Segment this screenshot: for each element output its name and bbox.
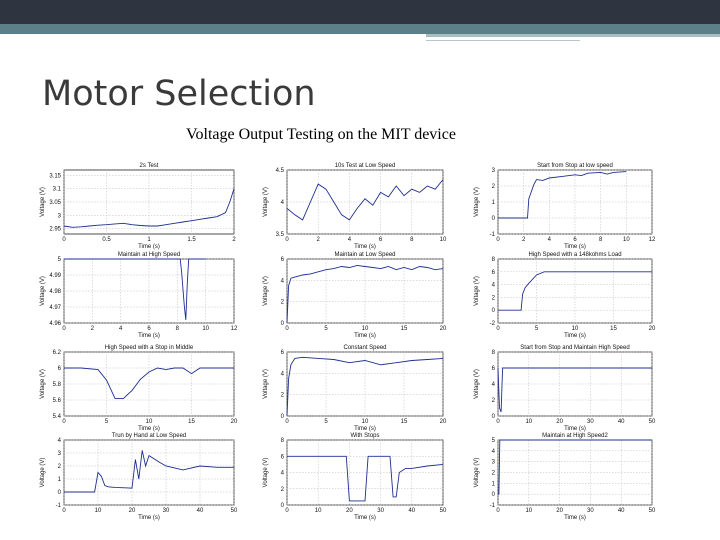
panel-12-x-tick-label: 50: [648, 508, 656, 514]
panel-12-y-tick-label: 3: [491, 459, 495, 466]
panel-6-xlabel: Time (s): [564, 333, 586, 339]
panel-8-x-tick-label: 20: [439, 419, 447, 425]
panel-5-x-tick-label: 15: [400, 326, 408, 332]
panel-4-y-tick-label: 4.97: [49, 305, 61, 311]
panel-8-y-tick-label: 0: [280, 414, 284, 420]
panel-3-y-tick-label: -1: [489, 232, 495, 238]
panel-10-y-tick-label: 4: [57, 438, 61, 444]
panel-12-ylabel: Voltage (V): [474, 457, 480, 488]
panel-9-x-tick-label: 20: [556, 419, 563, 425]
panel-4-ylabel: Voltage (V): [40, 276, 46, 306]
panel-12-y-tick-label: 2: [491, 470, 495, 477]
panel-7-x-tick-label: 15: [188, 419, 195, 425]
panel-10-x-tick-label: 30: [162, 508, 170, 514]
panel-8-x-tick-label: 5: [324, 419, 328, 425]
panel-10-x-tick-label: 0: [62, 508, 66, 514]
panel-10-axes-box: [64, 440, 234, 505]
panel-2-x-tick-label: 10: [439, 237, 447, 243]
panel-1-x-tick-label: 1: [147, 237, 151, 243]
panel-5-y-tick-label: 6: [280, 257, 284, 263]
slide-title: Motor Selection: [42, 74, 316, 114]
panel-1-x-tick-label: 2: [232, 237, 236, 243]
panel-1-y-tick-label: 3.1: [52, 186, 61, 193]
panel-3-x-tick-label: 6: [573, 237, 577, 243]
panel-10-x-tick-label: 50: [230, 508, 238, 514]
panel-10-y-tick-label: 1: [57, 477, 61, 483]
panel-2-title: 10s Test at Low Speed: [334, 163, 396, 169]
panel-11-ylabel: Voltage (V): [263, 457, 269, 488]
panel-7-xlabel: Time (s): [138, 426, 160, 432]
panel-4-y-tick-label: 4.96: [49, 321, 61, 327]
panel-5-xlabel: Time (s): [354, 333, 376, 339]
panel-3-x-tick-label: 12: [648, 237, 656, 243]
panel-4-x-tick-label: 2: [90, 326, 95, 332]
panel-4-x-tick-label: 12: [230, 326, 238, 332]
panel-2-y-tick-label: 4: [280, 200, 284, 206]
panel-12-x-tick-label: 10: [525, 508, 533, 514]
panel-12-axes-box: [498, 440, 652, 505]
panel-6-y-tick-label: -2: [489, 321, 495, 327]
panel-7-title: High Speed with a Stop in Middle: [104, 345, 194, 351]
panel-6-title: High Speed with a 148kohms Load: [528, 252, 622, 258]
panel-9-axes-box: [498, 352, 652, 416]
panel-9-x-tick-label: 50: [648, 419, 656, 425]
panel-6-y-tick-label: 6: [491, 269, 495, 276]
panel-3-y-tick-label: 3: [491, 168, 495, 174]
panel-9-ylabel: Voltage (V): [474, 369, 480, 399]
panel-6-x-tick-label: 10: [571, 326, 579, 332]
panel-10-y-tick-label: -1: [55, 503, 61, 509]
panel-5-ylabel: Voltage (V): [263, 276, 269, 306]
panel-8-y-tick-label: 6: [280, 350, 284, 356]
panel-5-x-tick-label: 20: [439, 326, 447, 332]
panel-1-y-tick-label: 3.15: [49, 173, 61, 180]
panel-10-xlabel: Time (s): [138, 515, 160, 521]
panel-9-xlabel: Time (s): [564, 426, 586, 432]
panel-4-xlabel: Time (s): [138, 333, 160, 339]
panel-4-y-tick-label: 4.99: [49, 273, 61, 279]
panel-4-x-tick-label: 8: [175, 326, 180, 332]
panel-7-y-tick-label: 5.4: [52, 414, 61, 420]
panel-8-y-tick-label: 2: [280, 392, 284, 399]
panel-12-y-tick-label: 1: [491, 481, 495, 488]
panel-1-y-tick-label: 2.95: [49, 226, 61, 233]
panel-11-xlabel: Time (s): [354, 515, 376, 521]
panel-9-x-tick-label: 40: [617, 419, 625, 425]
panel-3-ylabel: Voltage (V): [474, 187, 480, 217]
panel-11-x-tick-label: 0: [285, 508, 289, 514]
panel-6-y-tick-label: 8: [491, 257, 495, 263]
panel-5-x-tick-label: 5: [324, 326, 328, 332]
panel-1-y-tick-label: 3.05: [49, 200, 61, 206]
panel-4-y-tick-label: 4.98: [49, 289, 61, 295]
panel-2-y-tick-label: 4.5: [275, 168, 284, 174]
panel-9-y-tick-label: 0: [491, 414, 495, 420]
panel-3-x-tick-label: 2: [521, 237, 526, 243]
panel-11-y-tick-label: 6: [280, 454, 284, 461]
panel-10-y-tick-label: 3: [57, 451, 61, 457]
panel-3-x-tick-label: 10: [622, 237, 630, 243]
panel-7-x-tick-label: 20: [230, 419, 238, 425]
panel-5-x-tick-label: 0: [285, 326, 289, 332]
panel-10-title: Trun by Hand at Low Speed: [111, 433, 187, 439]
panel-6-ylabel: Voltage (V): [474, 276, 480, 306]
panel-11-x-tick-label: 50: [439, 508, 447, 514]
panel-12-x-tick-label: 0: [496, 508, 500, 514]
panel-7-y-tick-label: 5.8: [52, 382, 61, 388]
panel-1-x-tick-label: 0.5: [102, 237, 111, 243]
panel-4-title: Maintain at High Speed: [117, 252, 181, 258]
panel-4-x-tick-label: 6: [147, 326, 151, 332]
panel-4-x-tick-label: 10: [202, 326, 210, 332]
panel-11-y-tick-label: 8: [280, 438, 284, 444]
panel-12-xlabel: Time (s): [564, 515, 586, 521]
panel-8-x-tick-label: 0: [285, 419, 289, 425]
panel-6-x-tick-label: 5: [534, 326, 539, 332]
panel-1-title: 2s Test: [139, 163, 159, 169]
panel-3-y-tick-label: 0: [491, 216, 495, 222]
panel-7-y-tick-label: 6.2: [52, 350, 61, 356]
panel-12-y-tick-label: 5: [491, 438, 495, 444]
panel-10-y-tick-label: 0: [57, 490, 61, 496]
panel-1-x-tick-label: 0: [62, 237, 66, 243]
panel-11-y-tick-label: 0: [280, 503, 284, 509]
panel-11-y-tick-label: 4: [280, 470, 284, 477]
panel-2-x-tick-label: 0: [285, 237, 289, 243]
panel-1-y-tick-label: 3: [57, 213, 61, 220]
panel-6-y-tick-label: 4: [491, 282, 495, 289]
panel-9-x-tick-label: 0: [496, 419, 500, 425]
panel-5-y-tick-label: 0: [280, 321, 284, 327]
panel-11-x-tick-label: 20: [346, 508, 353, 514]
panel-8-title: Constant Speed: [343, 345, 387, 351]
panel-12-y-tick-label: 4: [491, 448, 495, 455]
panel-3-y-tick-label: 1: [491, 200, 495, 206]
panel-12-y-tick-label: 0: [491, 492, 495, 499]
panel-11-x-tick-label: 40: [408, 508, 416, 514]
panel-9-y-tick-label: 6: [491, 366, 495, 372]
panel-3-xlabel: Time (s): [564, 244, 586, 250]
panel-3-y-tick-label: 2: [491, 184, 495, 190]
panel-12-y-tick-label: -1: [489, 503, 495, 509]
panel-4-x-tick-label: 4: [118, 326, 123, 332]
panel-12-title: Maintain at High Speed2: [542, 433, 608, 439]
panel-6-y-tick-label: 2: [491, 295, 495, 302]
panel-3-x-tick-label: 4: [547, 237, 552, 243]
panel-10-x-tick-label: 20: [128, 508, 136, 514]
panel-9-x-tick-label: 30: [587, 419, 594, 425]
panel-9-y-tick-label: 8: [491, 350, 495, 356]
panel-7-ylabel: Voltage (V): [40, 369, 46, 399]
panel-9-y-tick-label: 2: [491, 398, 495, 404]
panel-3-x-tick-label: 0: [496, 237, 500, 243]
panel-11-y-tick-label: 2: [280, 486, 284, 493]
panel-7-x-tick-label: 0: [62, 419, 66, 425]
panel-2-y-tick-label: 3.5: [275, 232, 284, 238]
panel-9-title: Start from Stop and Maintain High Speed: [520, 345, 630, 351]
panel-1-xlabel: Time (s): [138, 244, 160, 250]
panel-10-y-tick-label: 2: [57, 464, 61, 470]
panel-8-xlabel: Time (s): [354, 426, 376, 432]
panel-10-x-tick-label: 10: [94, 508, 102, 514]
panel-5-y-tick-label: 2: [280, 299, 284, 306]
panel-9-x-tick-label: 10: [525, 419, 533, 425]
panel-2-ylabel: Voltage (V): [263, 187, 269, 217]
panel-2-x-tick-label: 6: [378, 237, 383, 243]
panel-12-x-tick-label: 40: [617, 508, 625, 514]
panel-6-x-tick-label: 20: [648, 326, 656, 332]
slide-subtitle: Voltage Output Testing on the MIT device: [186, 126, 456, 143]
panel-3-title: Start from Stop at low speed: [537, 163, 613, 169]
panel-6-x-tick-label: 0: [496, 326, 500, 332]
panel-5-title: Maintain at Low Speed: [334, 252, 396, 258]
panel-1-ylabel: Voltage (V): [40, 187, 46, 217]
panel-10-x-tick-label: 40: [196, 508, 204, 514]
panel-11-x-tick-label: 10: [314, 508, 322, 514]
panel-9-y-tick-label: 4: [491, 382, 495, 388]
panel-10-ylabel: Voltage (V): [40, 457, 46, 488]
panel-8-ylabel: Voltage (V): [263, 369, 269, 399]
panel-2-x-tick-label: 4: [347, 237, 352, 243]
panel-8-y-tick-label: 4: [280, 371, 284, 378]
panel-11-x-tick-label: 30: [377, 508, 384, 514]
panel-6-y-tick-label: 0: [491, 308, 495, 315]
panel-7-y-tick-label: 6: [57, 366, 61, 372]
panel-5-x-tick-label: 10: [361, 326, 369, 332]
panel-12-x-tick-label: 30: [587, 508, 594, 514]
panel-2-x-tick-label: 2: [316, 237, 320, 243]
panel-8-x-tick-label: 15: [400, 419, 408, 425]
panel-1-x-tick-label: 1.5: [187, 237, 196, 243]
panel-6-x-tick-label: 15: [610, 326, 617, 332]
panel-2-x-tick-label: 8: [410, 237, 414, 243]
panel-7-y-tick-label: 5.6: [52, 398, 61, 404]
panel-2-xlabel: Time (s): [354, 244, 376, 250]
panel-12-x-tick-label: 20: [556, 508, 563, 514]
panel-11-title: With Stops: [350, 433, 380, 439]
panel-4-y-tick-label: 5: [57, 257, 61, 263]
panel-7-x-tick-label: 5: [104, 419, 109, 425]
panel-8-x-tick-label: 10: [361, 419, 369, 425]
panel-7-x-tick-label: 10: [145, 419, 153, 425]
panel-3-x-tick-label: 8: [598, 237, 603, 243]
panel-4-x-tick-label: 0: [62, 326, 66, 332]
panel-5-y-tick-label: 4: [280, 278, 284, 285]
